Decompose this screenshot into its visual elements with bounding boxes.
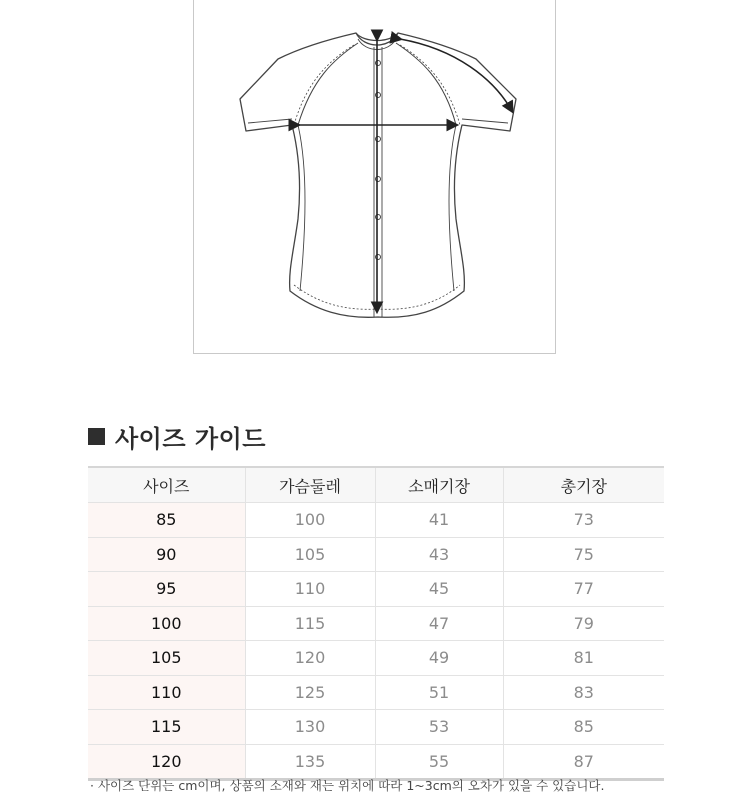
chest-cell: 125 xyxy=(245,675,375,710)
sleeve-cell: 55 xyxy=(375,744,503,780)
baseball-jersey-diagram xyxy=(194,0,557,355)
length-cell: 75 xyxy=(503,537,664,572)
table-row xyxy=(88,503,664,538)
heading-square-icon xyxy=(88,428,105,445)
table-row xyxy=(88,744,664,780)
sleeve-cell: 51 xyxy=(375,675,503,710)
table-row xyxy=(88,537,664,572)
size-cell: 110 xyxy=(88,675,245,710)
table-row xyxy=(88,572,664,607)
length-cell: 77 xyxy=(503,572,664,607)
length-cell: 73 xyxy=(503,503,664,538)
length-cell: 81 xyxy=(503,641,664,676)
table-row xyxy=(88,675,664,710)
garment-diagram-frame xyxy=(193,0,556,354)
sleeve-cell: 49 xyxy=(375,641,503,676)
length-cell: 79 xyxy=(503,606,664,641)
sleeve-cell: 53 xyxy=(375,710,503,745)
header-chest: 가슴둘레 xyxy=(245,467,375,503)
sleeve-cell: 41 xyxy=(375,503,503,538)
size-cell: 115 xyxy=(88,710,245,745)
chest-cell: 130 xyxy=(245,710,375,745)
table-row xyxy=(88,606,664,641)
section-title: 사이즈 가이드 xyxy=(115,424,266,453)
table-header-row xyxy=(88,467,664,503)
sleeve-cell: 45 xyxy=(375,572,503,607)
sleeve-cell: 47 xyxy=(375,606,503,641)
chest-cell: 100 xyxy=(245,503,375,538)
size-cell: 105 xyxy=(88,641,245,676)
header-size: 사이즈 xyxy=(88,467,245,503)
length-cell: 85 xyxy=(503,710,664,745)
table-row xyxy=(88,641,664,676)
chest-cell: 120 xyxy=(245,641,375,676)
chest-cell: 135 xyxy=(245,744,375,780)
length-cell: 87 xyxy=(503,744,664,780)
sleeve-cell: 43 xyxy=(375,537,503,572)
header-sleeve: 소매기장 xyxy=(375,467,503,503)
header-total-length: 총기장 xyxy=(503,467,664,503)
size-cell: 90 xyxy=(88,537,245,572)
size-cell: 95 xyxy=(88,572,245,607)
size-cell: 100 xyxy=(88,606,245,641)
chest-cell: 105 xyxy=(245,537,375,572)
chest-cell: 115 xyxy=(245,606,375,641)
measurement-footnote: · 사이즈 단위는 cm이며, 상품의 소재와 재는 위치에 따라 1~3cm의 오차가 있을 수 있습니다. xyxy=(90,778,605,793)
size-cell: 85 xyxy=(88,503,245,538)
size-cell: 120 xyxy=(88,744,245,780)
size-table xyxy=(88,466,664,781)
size-guide-heading xyxy=(88,420,266,452)
jersey-outline xyxy=(240,33,516,317)
chest-cell: 110 xyxy=(245,572,375,607)
length-cell: 83 xyxy=(503,675,664,710)
table-row xyxy=(88,710,664,745)
